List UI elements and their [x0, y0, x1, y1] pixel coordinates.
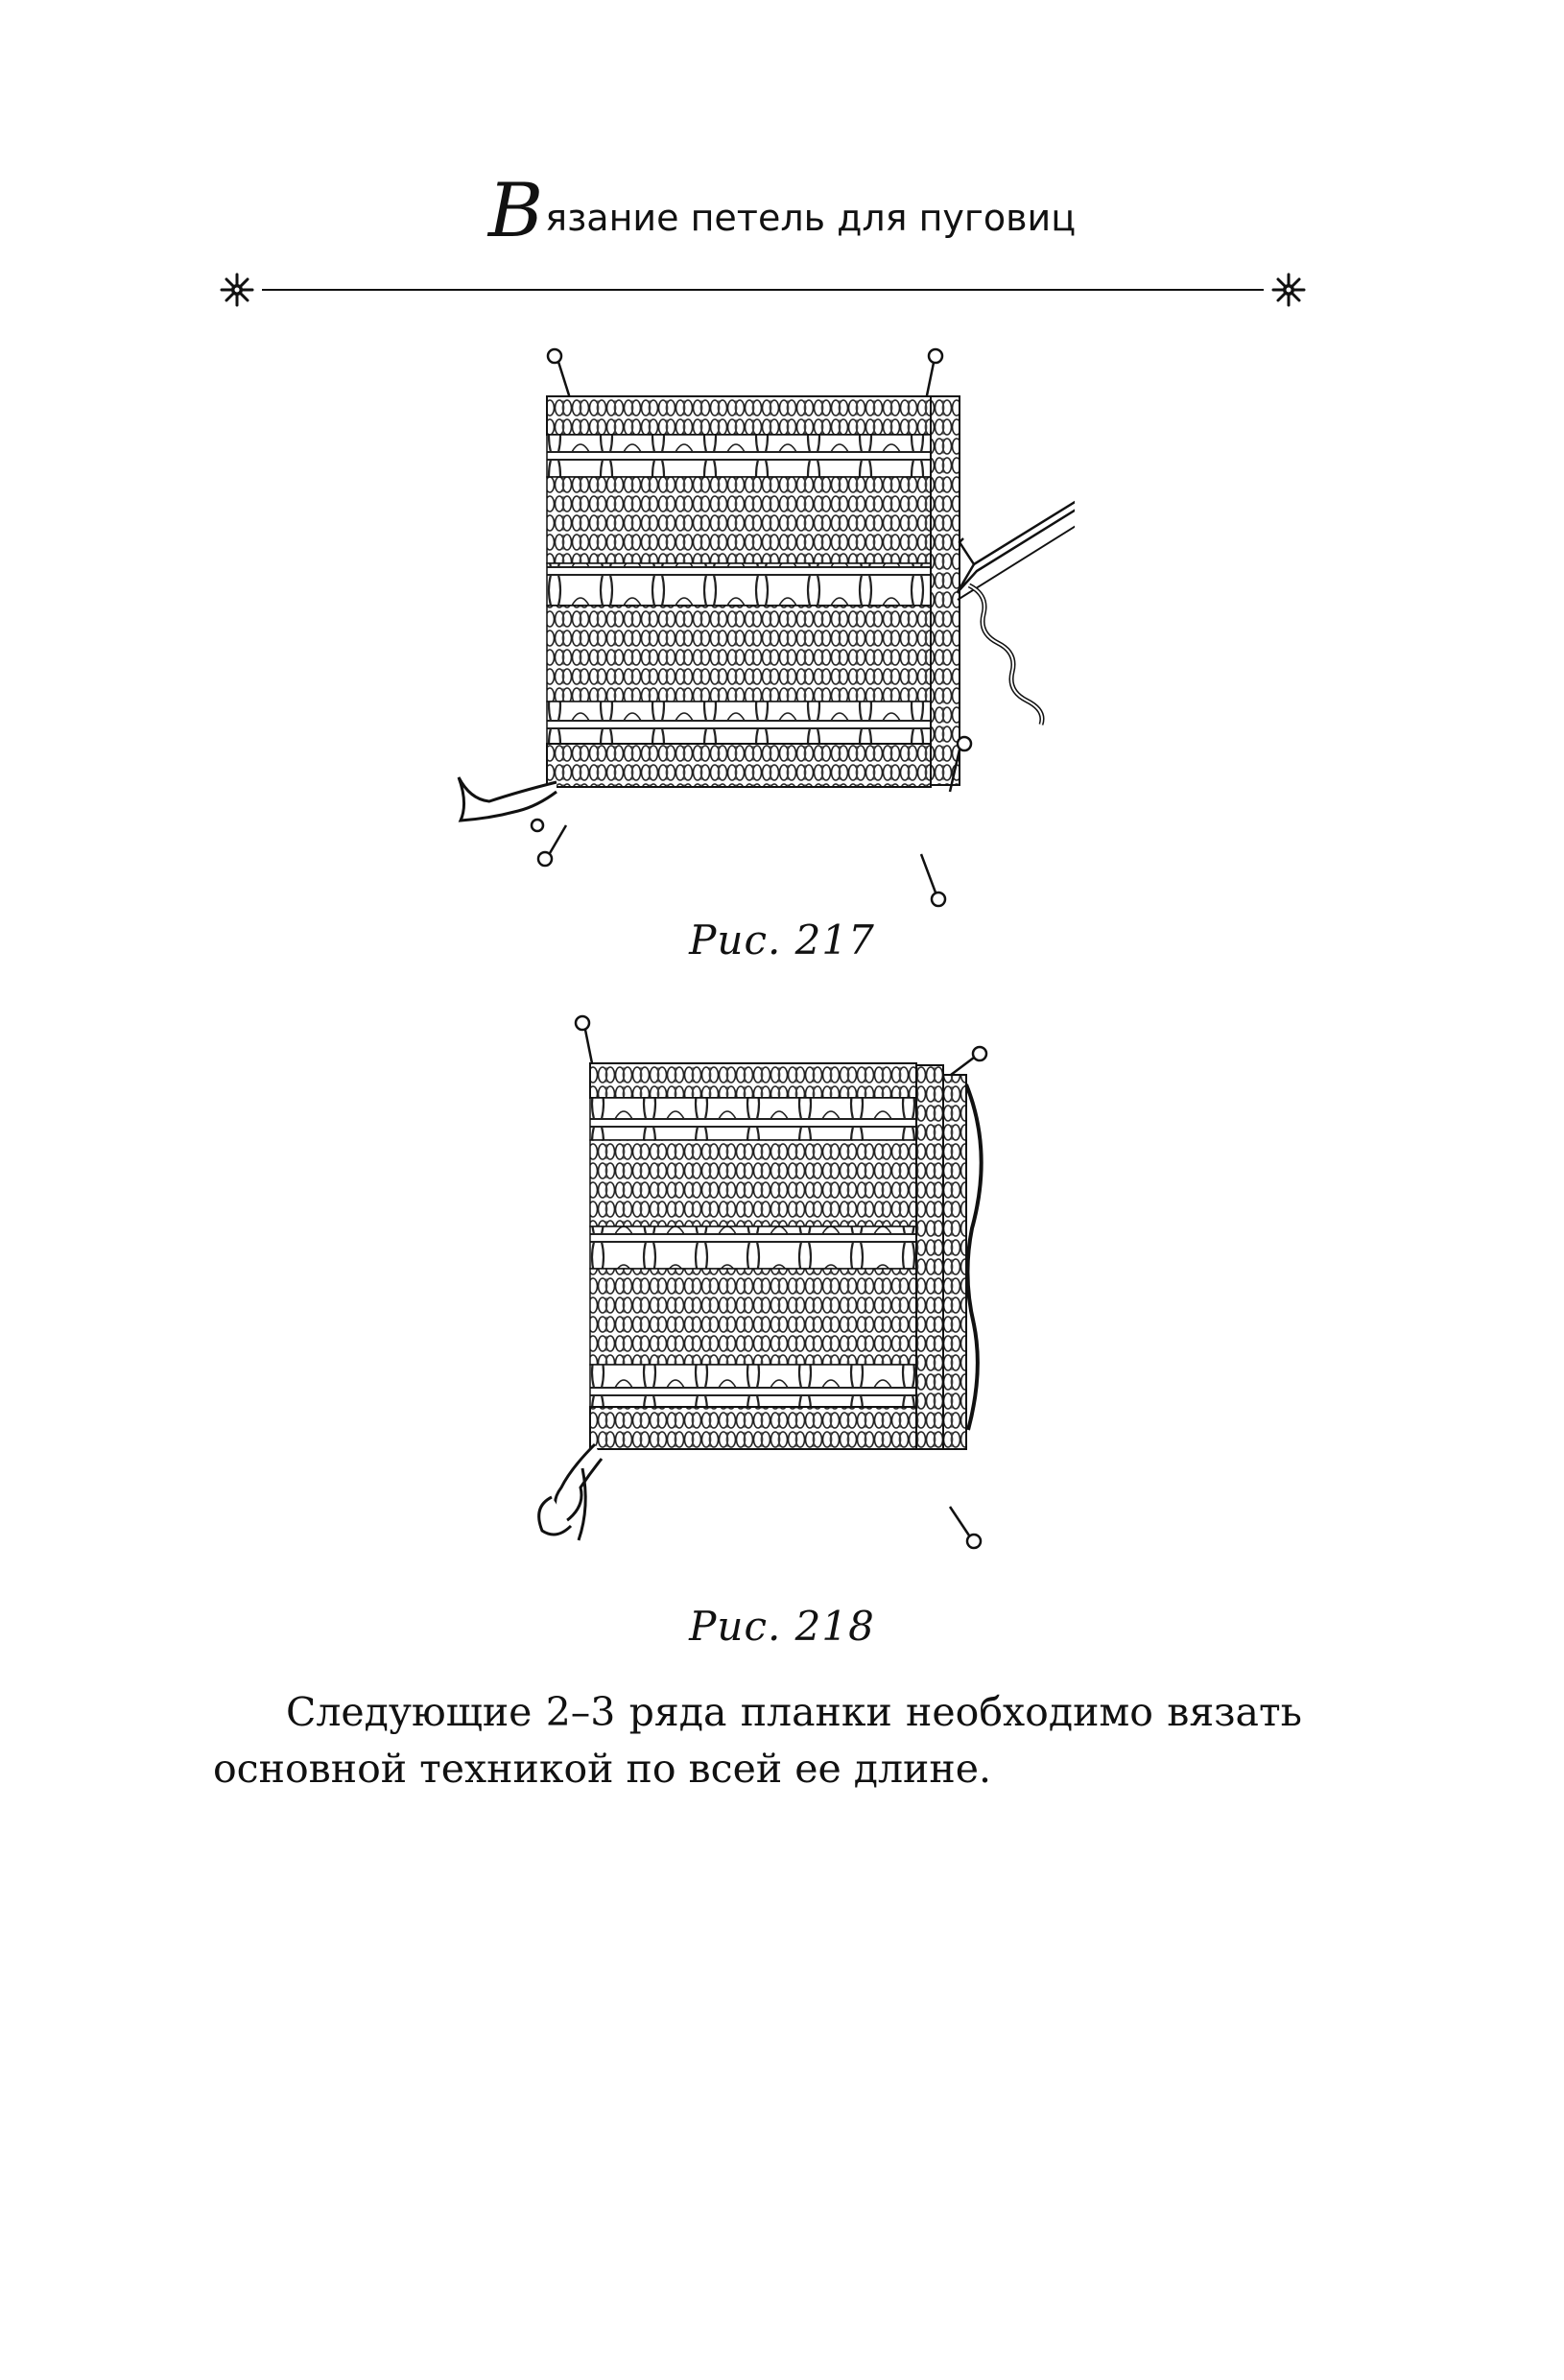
figure-218-illustration [494, 1008, 1031, 1587]
body-paragraph-block [213, 1684, 1302, 1797]
body-paragraph: Следующие 2–3 ряда планки необходимо вязать основной техникой по всей ее длине. [213, 1689, 1302, 1792]
header-initial: В [487, 168, 544, 254]
flower-ornament-icon-left [222, 274, 252, 305]
running-header [0, 168, 1564, 254]
figure-217-caption: Рис. 217 [689, 916, 875, 964]
figure-217-illustration [451, 341, 1075, 930]
figure-218-caption: Рис. 218 [689, 1603, 875, 1650]
header-title-text: язание петель для пуговиц [545, 197, 1077, 239]
header-rule [216, 271, 1310, 309]
flower-ornament-icon-right [1273, 274, 1304, 305]
